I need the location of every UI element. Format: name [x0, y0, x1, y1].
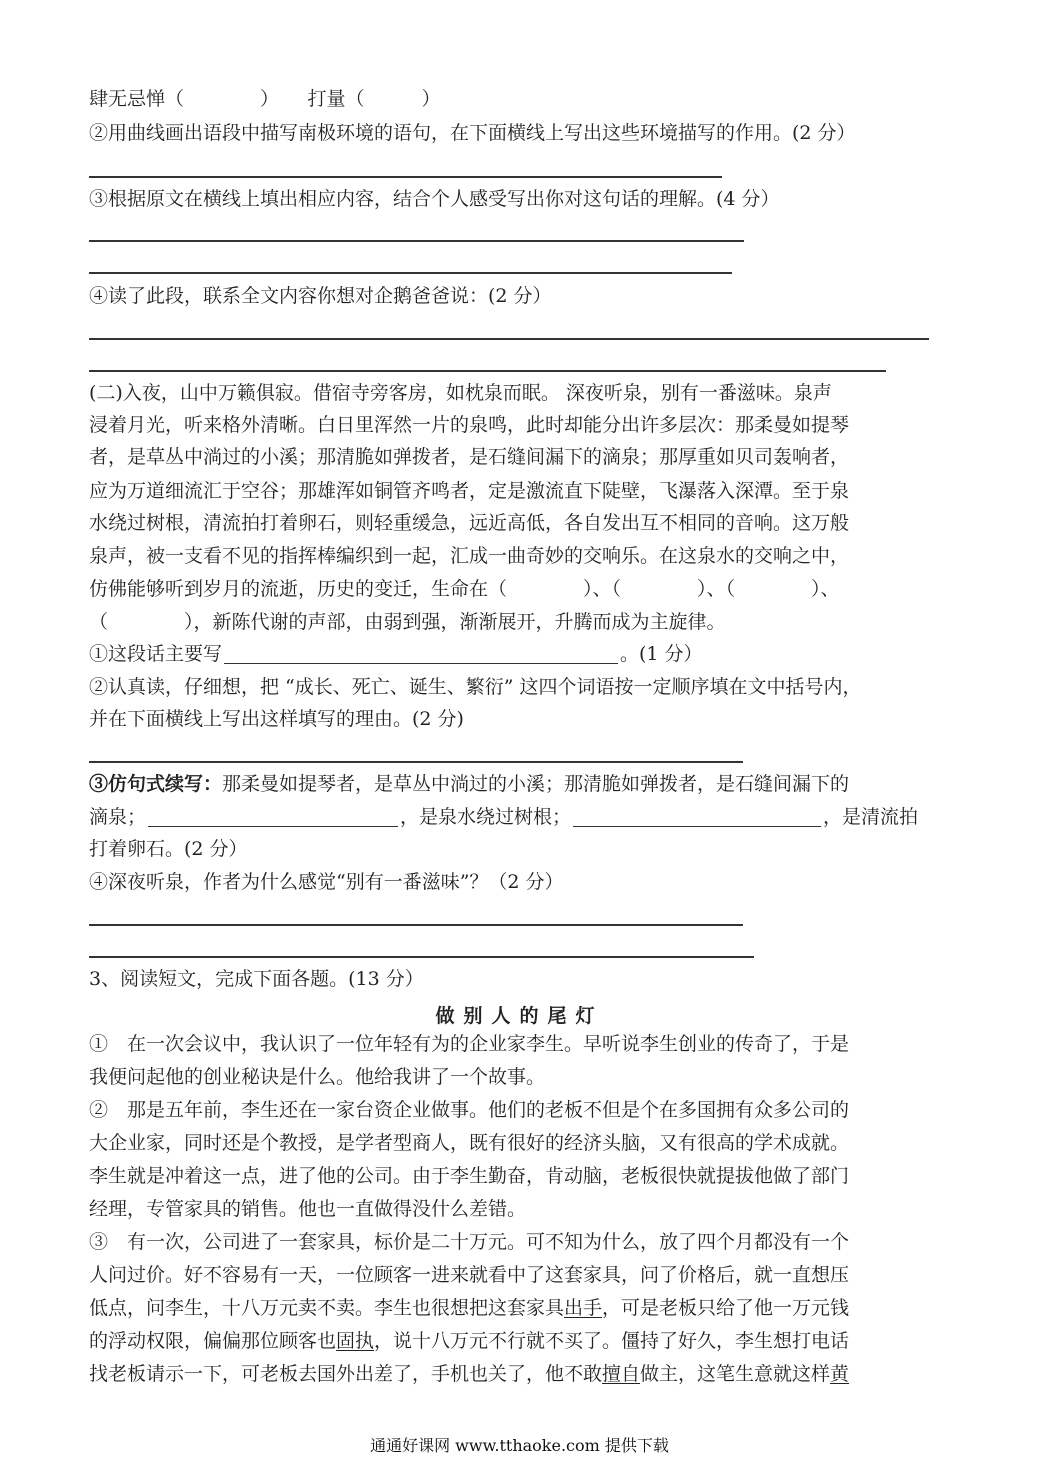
answer-line[interactable]	[89, 761, 743, 763]
words-line: 肆无忌惮（ ） 打量（ ）	[89, 88, 441, 110]
q1-item-2: ②用曲线画出语段中描写南极环境的语句，在下面横线上写出这些环境描写的作用。(2 分）	[89, 122, 856, 144]
paragraph-line: 经理，专管家具的销售。他也一直做得没什么差错。	[89, 1198, 527, 1220]
page-footer: 通通好课网 www.tthaoke.com 提供下载	[370, 1436, 669, 1455]
s2-question-3-line2	[89, 808, 918, 827]
answer-line[interactable]	[89, 176, 722, 178]
answer-line[interactable]	[89, 956, 754, 958]
paragraph-line: 人问过价。好不容易有一天，一位顾客一进来就看中了这套家具，问了价格后，就一直想压	[89, 1264, 850, 1286]
q-text: 滴泉；	[89, 806, 147, 828]
q1-item-4: ④读了此段，联系全文内容你想对企鹅爸爸说：(2 分）	[89, 285, 552, 307]
passage-line: 泉声，被一支看不见的指挥棒编织到一起，汇成一曲奇妙的交响乐。在这泉水的交响之中，	[89, 545, 850, 567]
underlined-word: 出手	[564, 1297, 603, 1319]
underlined-word: 黄	[830, 1363, 850, 1385]
section3-heading: 3、阅读短文，完成下面各题。(13 分）	[89, 968, 424, 990]
text-run: ，说十八万元不行就不买了。僵持了好久，李生想打电话	[374, 1330, 850, 1352]
passage-line: 水绕过树根，清流拍打着卵石，则轻重缓急，远近高低，各自发出互不相同的音响。这万般	[89, 512, 850, 534]
answer-line[interactable]	[89, 338, 929, 340]
answer-line[interactable]	[89, 370, 886, 372]
paragraph-line: ③ 有一次，公司进了一套家具，标价是二十万元。可不知为什么，放了四个月都没有一个	[89, 1231, 850, 1253]
q-text: 那柔曼如提琴者，是草丛中淌过的小溪；那清脆如弹拨者，是石缝间漏下的	[222, 773, 850, 795]
q1-item-3: ③根据原文在横线上填出相应内容，结合个人感受写出你对这句话的理解。(4 分）	[89, 188, 780, 210]
fill-blank[interactable]	[148, 825, 398, 827]
s2-question-2-line2: 并在下面横线上写出这样填写的理由。(2 分)	[89, 708, 464, 730]
s2-question-3-line3: 打着卵石。(2 分）	[89, 838, 248, 860]
q-text: ，是清流拍	[823, 806, 919, 828]
q-text: ①这段话主要写	[89, 643, 223, 665]
paragraph-line	[89, 1332, 849, 1351]
text-run: 找老板请示一下，可老板去国外出差了，手机也关了，他不敢	[89, 1363, 603, 1385]
underlined-word: 固执	[336, 1330, 375, 1352]
q-text: ，是泉水绕过树根；	[400, 806, 572, 828]
s2-question-1	[89, 645, 703, 664]
passage-line: 者，是草丛中淌过的小溪；那清脆如弹拨者，是石缝间漏下的滴泉；那厚重如贝司轰响者，	[89, 446, 850, 468]
passage-line: 仿佛能够听到岁月的流逝，历史的变迁，生命在（ ）、（ ）、（ ）、	[89, 578, 840, 600]
text-run: ，可是老板只给了他一万元钱	[602, 1297, 850, 1319]
text-run: 低点，问李生，十八万元卖不卖。李生也很想把这套家具	[89, 1297, 565, 1319]
answer-line[interactable]	[89, 240, 744, 242]
s2-question-4: ④深夜听泉，作者为什么感觉“别有一番滋味”？（2 分）	[89, 871, 564, 893]
text-run: 的浮动权限，偏偏那位顾客也	[89, 1330, 337, 1352]
s2-question-2-line1: ②认真读，仔细想，把 “成长、死亡、诞生、繁衍” 这四个词语按一定顺序填在文中括号内，	[89, 676, 862, 698]
paragraph-line: ② 那是五年前，李生还在一家台资企业做事。他们的老板不但是个在多国拥有众多公司的	[89, 1099, 850, 1121]
passage-line: （ ），新陈代谢的声部，由弱到强，渐渐展开，升腾而成为主旋律。	[89, 611, 726, 633]
paragraph-line: 我便问起他的创业秘诀是什么。他给我讲了一个故事。	[89, 1066, 546, 1088]
passage-line: (二)入夜，山中万籁俱寂。借宿寺旁客房，如枕泉而眠。 深夜听泉，别有一番滋味。泉声	[89, 382, 832, 404]
fill-blank[interactable]	[573, 825, 821, 827]
paragraph-line	[89, 1365, 849, 1384]
answer-line[interactable]	[89, 924, 743, 926]
fill-blank[interactable]	[224, 662, 618, 664]
paragraph-line: ① 在一次会议中，我认识了一位年轻有为的企业家李生。早听说李生创业的传奇了，于是	[89, 1033, 850, 1055]
passage-line: 应为万道细流汇于空谷；那雄浑如铜管齐鸣者，定是激流直下陡壁，飞瀑落入深潭。至于泉	[89, 480, 850, 502]
paragraph-line	[89, 1299, 849, 1318]
paragraph-line: 李生就是冲着这一点，进了他的公司。由于李生勤奋，肯动脑，老板很快就提拔他做了部门	[89, 1165, 850, 1187]
paragraph-line: 大企业家，同时还是个教授，是学者型商人，既有很好的经济头脑，又有很高的学术成就。	[89, 1132, 850, 1154]
text-run: 做主，这笔生意就这样	[640, 1363, 831, 1385]
q-score: 。(1 分）	[620, 643, 703, 665]
s2-question-3	[89, 775, 849, 794]
underlined-word: 擅自	[602, 1363, 641, 1385]
article-title: 做别人的尾灯	[435, 1005, 604, 1027]
answer-line[interactable]	[89, 272, 732, 274]
q-label: ③仿句式续写：	[89, 773, 223, 795]
passage-line: 浸着月光，听来格外清晰。白日里浑然一片的泉鸣，此时却能分出许多层次：那柔曼如提琴	[89, 414, 850, 436]
